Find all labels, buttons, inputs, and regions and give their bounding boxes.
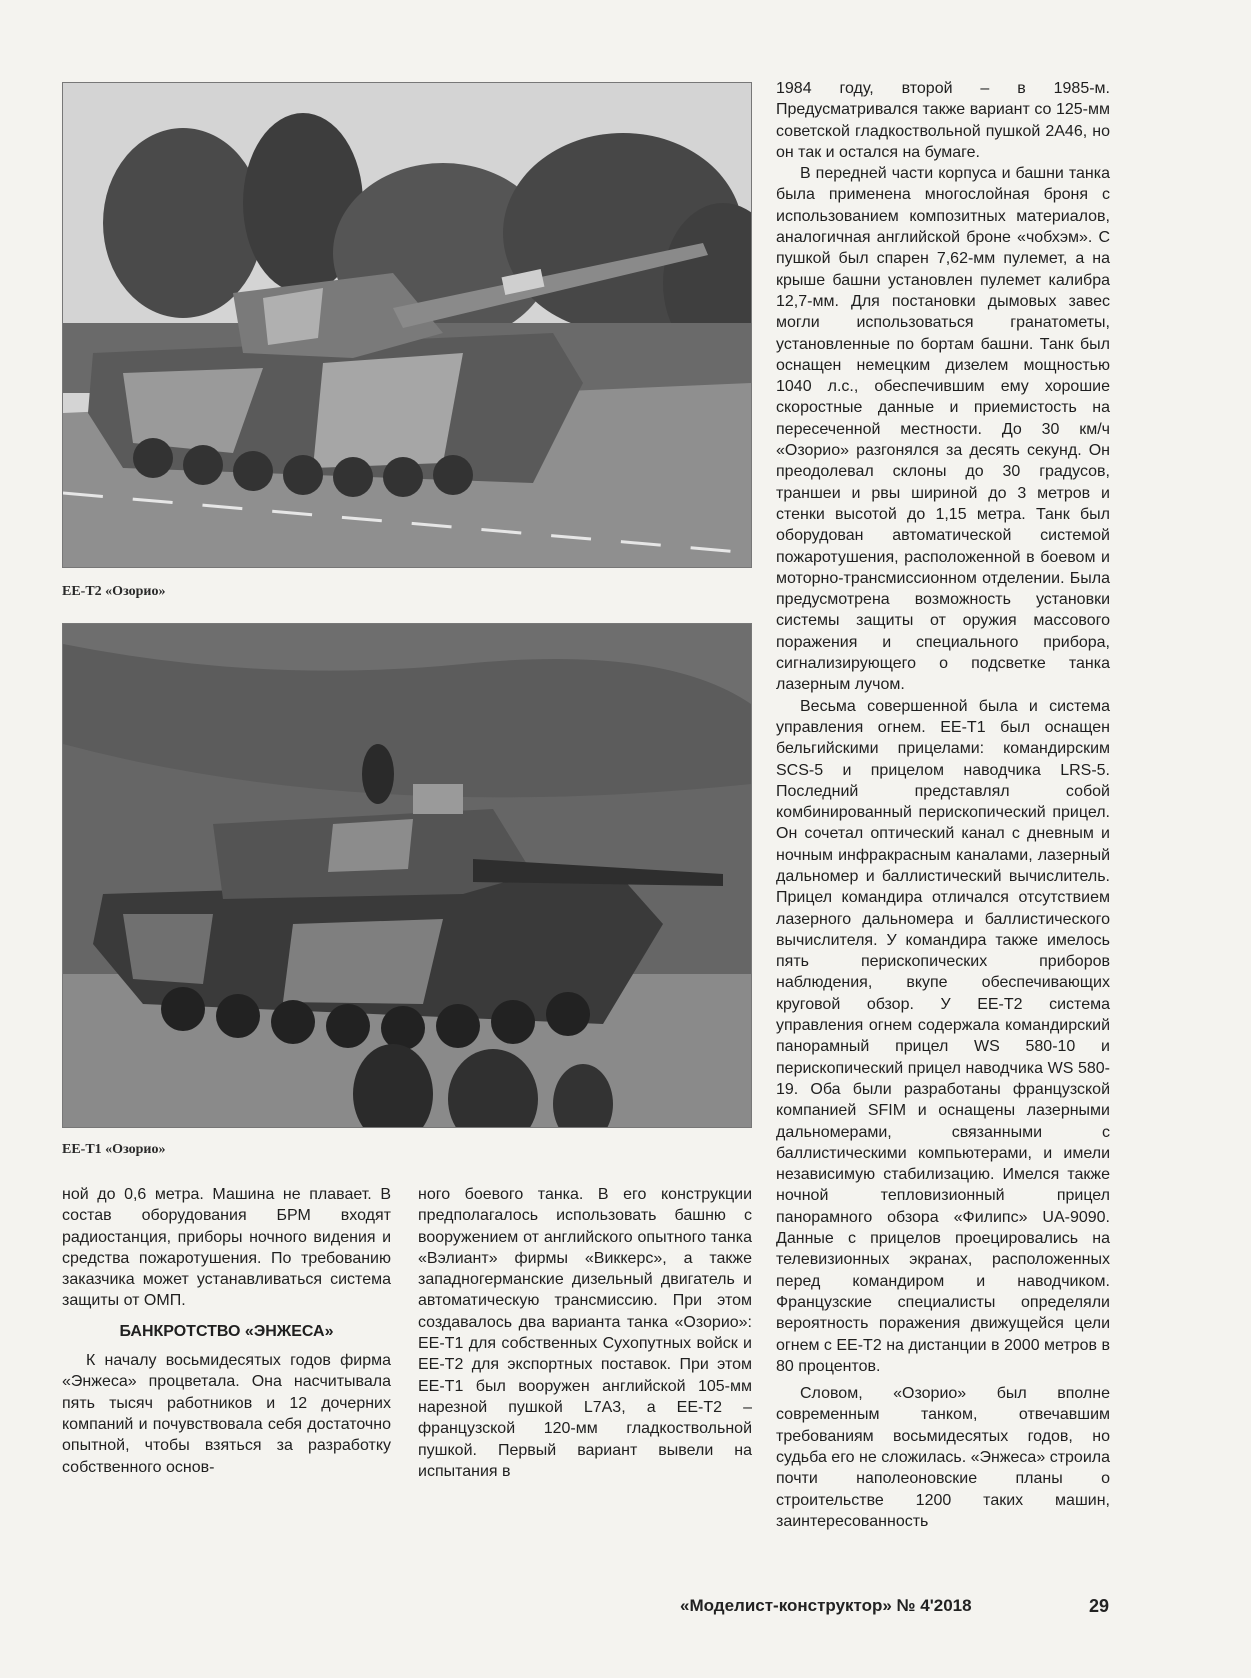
right-paragraph-1: 1984 году, второй – в 1985-м. Предусматривался также вариант со 125-мм советской гладкоствольной пушкой 2А46, но он так и остался на бумаге. — [776, 80, 1110, 161]
left-column — [62, 1184, 391, 1478]
right-paragraph-2: В передней части корпуса и башни танка была применена многослойная броня с использованием композитных материалов, аналогичная английской броне «чобхэм». С пушкой был спарен 7,62-мм пулемет, а на крыше башни установлен пулемет калибра 12,7-мм. Для постановки дымовых завес могли использоваться гранатометы, установленные по бортам башни. Танк был оснащен немецким дизелем мощностью 1040 л.с., обеспечившим ему хорошие скоростные данные и приемистость на пересеченной местности. До 30 км/ч «Озорио» разгонялся за десять секунд. Он преодолевал склоны до 30 градусов, траншеи и рвы шириной до 3 метров и стенки высотой до 1,15 метра. Танк был оборудован автоматической системой пожаротушения, расположенной в боевом и моторно-трансмиссионном отделении. Была предусмотрена возможность установки системы защиты от оружия массового поражения и специального прибора, сигнализирующего о подсветке танка лазерным лучом. — [776, 165, 1110, 694]
section-heading: БАНКРОТСТВО «ЭНЖЕСА» — [119, 1322, 334, 1340]
photo-caption-ee-t2: ЕЕ-Т2 «Озорио» — [62, 584, 166, 599]
tank-ee-t1-image — [63, 624, 751, 1127]
right-paragraph-3: Весьма совершенной была и система управления огнем. ЕЕ-Т1 был оснащен бельгийскими прицелами: командирским SCS-5 и прицелом наводчика LRS-5. Последний представлял собой комбинированный перископический прицел. Он сочетал оптический канал с дневным и ночным инфракрасным каналами, лазерный дальномер и баллистический вычислитель. Прицел командира отличался отсутствием лазерного дальномера и баллистического вычислителя. У командира также имелось пять перископических приборов наблюдения, вкупе обеспечивающих круговой обзор. У ЕЕ-Т2 система управления огнем содержала командирский панорамный прицел WS 580-10 и перископический прицел наводчика WS 580-19. Оба были разработаны французской компанией SFIM и оснащены лазерными дальномерами, связанными с баллистическими компьютерами, и имели независимую стабилизацию. Имелся также ночной тепловизионный прицел панорамного обзора «Филипс» UA-9090. Данные с прицелов проецировались на телевизионных экранах, расположенных перед командиром и наводчиком. Французские специалисты определяли вероятность поражения движущейся цели огнем с ЕЕ-Т2 на дистанции в 2000 метров в 80 процентов. — [776, 697, 1110, 1375]
left-intro-paragraph: ной до 0,6 метра. Машина не плавает. В состав оборудования БРМ входят радиостанция, приборы ночного видения и средства пожаротушения. По требованию заказчика может устанавливаться система защиты от ОМП. — [62, 1186, 391, 1310]
page-number: 29 — [1089, 1596, 1110, 1616]
magazine-footer: «Моделист-конструктор» № 4'2018 — [680, 1596, 972, 1615]
photo-ee-t2 — [62, 82, 752, 568]
photo-caption-ee-t1: ЕЕ-Т1 «Озорио» — [62, 1142, 166, 1157]
middle-column — [418, 1184, 752, 1482]
middle-paragraph: ного боевого танка. В его конструкции предполагалось использовать башню с вооружением от английского опытного танка «Вэлиант» фирмы «Виккерс», а также западногерманские дизельный двигатель и автоматическую трансмиссию. При этом создавалось два варианта танка «Озорио»: ЕЕ-Т1 для собственных Сухопутных войск и ЕЕ-Т2 для экспортных поставок. При этом ЕЕ-Т1 был вооружен английской 105-мм нарезной пушкой L7A3, а ЕЕ-Т2 – французской 120-мм гладкоствольной пушкой. Первый вариант вывели на испытания в — [418, 1186, 752, 1480]
right-paragraph-4: Словом, «Озорио» был вполне современным танком, отвечавшим требованиям восьмидесятых годов, но судьба его не сложилась. «Энжеса» строила почти наполеоновские планы о строительстве 1200 таких машин, заинтересованность — [776, 1385, 1110, 1530]
right-column — [776, 78, 1110, 1532]
tank-ee-t2-image — [63, 83, 751, 567]
left-body-paragraph: К началу восьмидесятых годов фирма «Энжеса» процветала. Она насчитывала пять тысяч работников и 12 дочерних компаний и почувствовала себя достаточно опытной, чтобы взяться за разработку собственного основ- — [62, 1352, 391, 1476]
photo-ee-t1 — [62, 623, 752, 1128]
